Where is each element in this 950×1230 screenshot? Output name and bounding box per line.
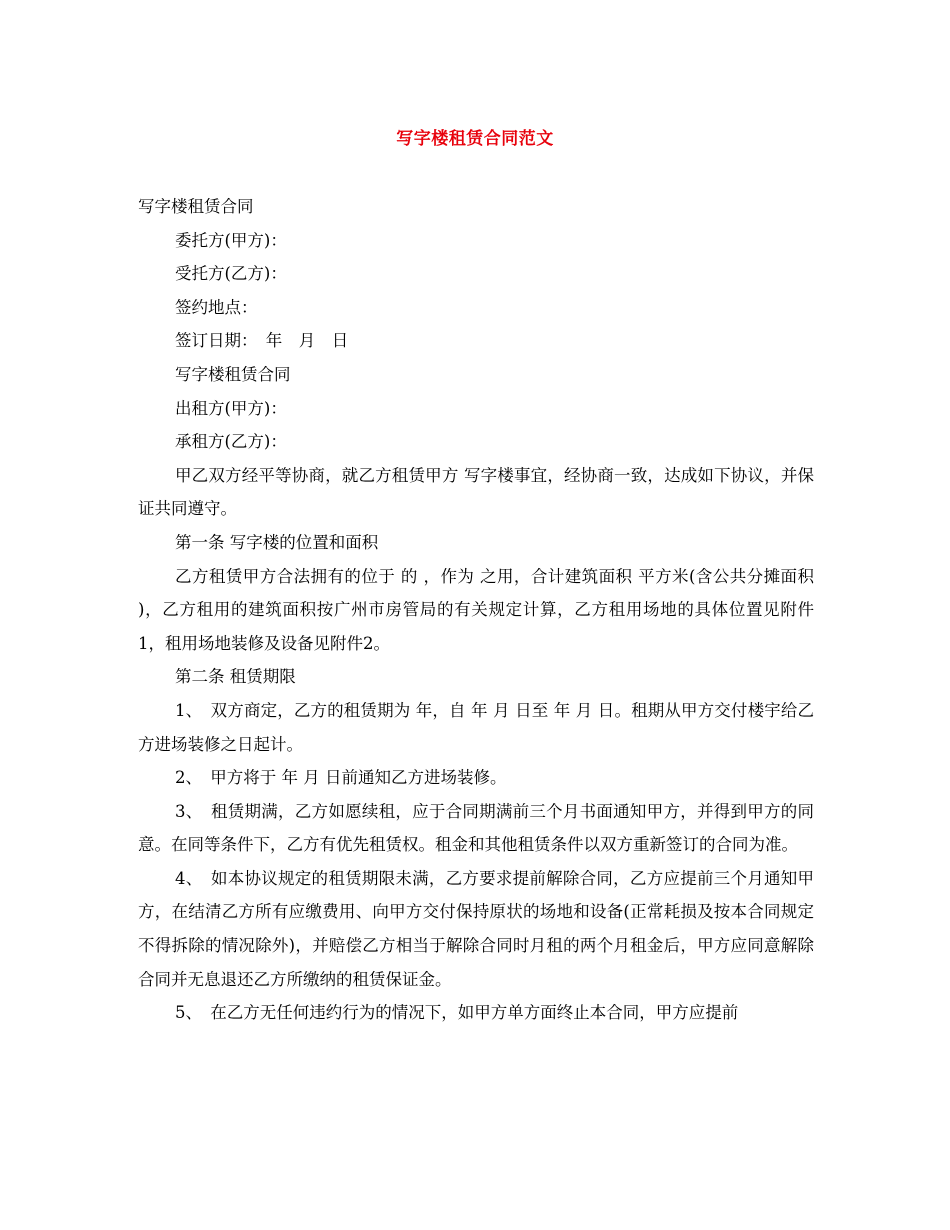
signing-place: 签约地点：	[175, 297, 258, 317]
article-1-heading: 第一条 写字楼的位置和面积	[175, 532, 379, 552]
signing-date: 签订日期： 年 月 日	[175, 331, 349, 351]
party-a-commissioner: 委托方(甲方)：	[175, 230, 287, 250]
lessor-party-a: 出租方(甲方)：	[175, 398, 287, 418]
party-b-commissioned: 受托方(乙方)：	[175, 264, 287, 284]
article-2-clause-4: 4、 如本协议规定的租赁期限未满，乙方要求提前解除合同，乙方应提前三个月通知甲方，在结清乙方所有应缴费用、向甲方交付保持原状的场地和设备(正常耗损及按本合同规定不得拆除的情况除外)，并赔偿乙方相当于解除合同时月租的两个月租金后，甲方应同意解除合同并无息退还乙方所缴纳的租赁保证金。	[138, 868, 814, 989]
article-2-clause-5: 5、 在乙方无任何违约行为的情况下，如甲方单方面终止本合同，甲方应提前	[175, 1003, 739, 1023]
article-1-body: 乙方租赁甲方合法拥有的位于 的 ，作为 之用，合计建筑面积 平方米(含公共分摊面积 )，乙方租用的建筑面积按广州市房管局的有关规定计算，乙方租用场地的具体位置见附件1，租用场地装修及设备见附件2。	[138, 566, 814, 653]
document-title: 写字楼租赁合同范文	[396, 129, 554, 149]
contract-subheading: 写字楼租赁合同	[175, 364, 291, 384]
article-2-clause-1: 1、 双方商定，乙方的租赁期为 年，自 年 月 日至 年 月 日。租期从甲方交付楼宇给乙方进场装修之日起计。	[138, 700, 814, 754]
article-2-heading: 第二条 租赁期限	[175, 667, 296, 687]
preamble-paragraph: 甲乙双方经平等协商，就乙方租赁甲方 写字楼事宜，经协商一致，达成如下协议，并保证共同遵守。	[138, 465, 814, 519]
article-2-clause-2: 2、 甲方将于 年 月 日前通知乙方进场装修。	[175, 768, 507, 788]
contract-heading: 写字楼租赁合同	[138, 197, 254, 216]
lessee-party-b: 承租方(乙方)：	[175, 432, 287, 452]
article-2-clause-3: 3、 租赁期满，乙方如愿续租，应于合同期满前三个月书面通知甲方，并得到甲方的同意。在同等条件下，乙方有优先租赁权。租金和其他租赁条件以双方重新签订的合同为准。	[138, 801, 814, 855]
document-body	[138, 190, 814, 1030]
